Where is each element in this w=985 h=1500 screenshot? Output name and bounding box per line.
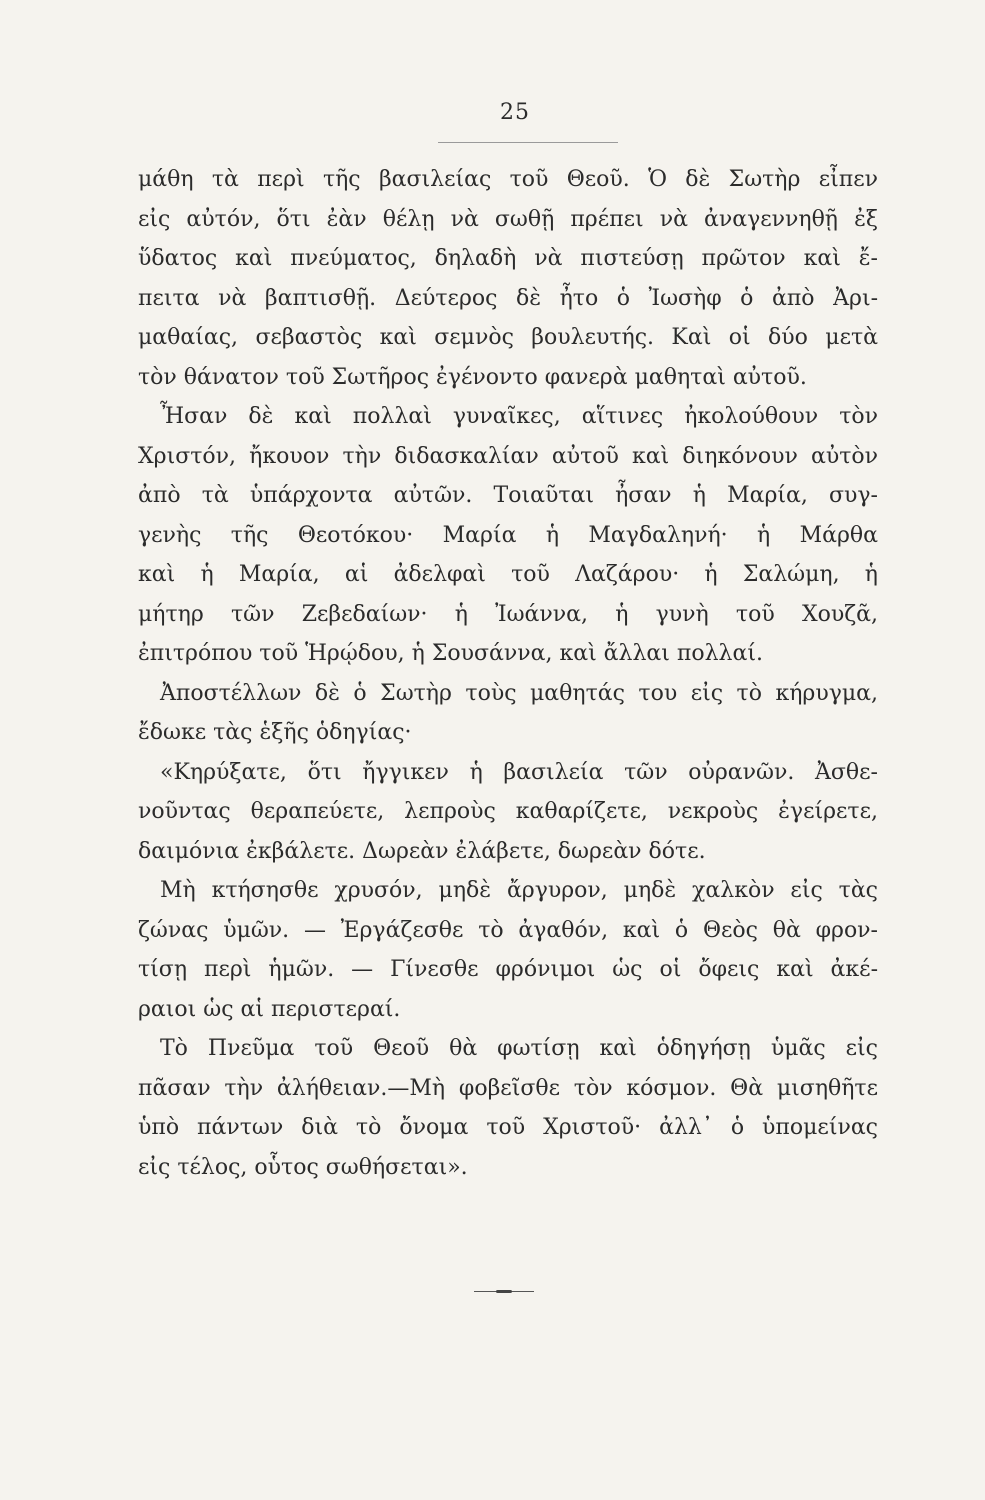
- text-line: δαιμόνια ἐκβάλετε. Δωρεὰν ἐλάβετε, δωρεὰν δότε.: [138, 838, 706, 864]
- body-text: [138, 160, 878, 1187]
- text-line: τὸν θάνατον τοῦ Σωτῆρος ἐγένοντο φανερὰ μαθηταὶ αὐτοῦ.: [138, 364, 807, 390]
- text-line: ἐπιτρόπου τοῦ Ἡρῴδου, ἡ Σουσάννα, καὶ ἄλλαι πολλαί.: [138, 641, 763, 666]
- text-line: μαθαίας, σεβαστὸς καὶ σεμνὸς βουλευτής. Καὶ οἱ δύο μετὰ: [138, 325, 878, 350]
- text-line: ραιοι ὡς αἱ περιστεραί.: [138, 996, 401, 1022]
- text-line: πειτα νὰ βαπτισθῇ. Δεύτερος δὲ ἦτο ὁ Ἰωσὴφ ὁ ἀπὸ Ἀρι-: [138, 285, 878, 311]
- text-line: ὕδατος καὶ πνεύματος, δηλαδὴ νὰ πιστεύσῃ πρῶτον καὶ ἔ-: [138, 246, 878, 271]
- text-line: ἀπὸ τὰ ὑπάρχοντα αὐτῶν. Τοιαῦται ἦσαν ἡ Μαρία, συγ-: [138, 483, 878, 508]
- text-line: Τὸ Πνεῦμα τοῦ Θεοῦ θὰ φωτίσῃ καὶ ὁδηγήσῃ ὑμᾶς εἰς: [160, 1036, 878, 1061]
- text-line: Μὴ κτήσησθε χρυσόν, μηδὲ ἄργυρον, μηδὲ χαλκὸν εἰς τὰς: [160, 878, 878, 903]
- page-number: 25: [500, 100, 530, 125]
- text-line: εἰς αὐτόν, ὅτι ἐὰν θέλῃ νὰ σωθῇ πρέπει νὰ ἀναγεννηθῇ ἐξ: [138, 206, 878, 232]
- text-line: μήτηρ τῶν Ζεβεδαίων· ἡ Ἰωάννα, ἡ γυνὴ τοῦ Χουζᾶ,: [138, 601, 878, 627]
- text-line: τίσῃ περὶ ἡμῶν. — Γίνεσθε φρόνιμοι ὡς οἱ ὄφεις καὶ ἀκέ-: [138, 957, 878, 982]
- end-ornament: [474, 1290, 534, 1294]
- text-line: ἔδωκε τὰς ἑξῆς ὁδηγίας·: [138, 720, 412, 745]
- text-line: καὶ ἡ Μαρία, αἱ ἀδελφαὶ τοῦ Λαζάρου· ἡ Σαλώμη, ἡ: [138, 562, 878, 587]
- text-line: μάθη τὰ περὶ τῆς βασιλείας τοῦ Θεοῦ. Ὁ δὲ Σωτὴρ εἶπεν: [138, 167, 878, 192]
- text-line: Ἀποστέλλων δὲ ὁ Σωτὴρ τοὺς μαθητάς του εἰς τὸ κήρυγμα,: [160, 680, 878, 706]
- text-line: Χριστόν, ἤκουον τὴν διδασκαλίαν αὐτοῦ καὶ διηκόνουν αὐτὸν: [138, 443, 878, 469]
- text-line: νοῦντας θεραπεύετε, λεπροὺς καθαρίζετε, νεκροὺς ἐγείρετε,: [138, 799, 878, 824]
- text-line: γενὴς τῆς Θεοτόκου· Μαρία ἡ Μαγδαληνή· ἡ Μάρθα: [138, 522, 878, 548]
- header-rule: [438, 142, 618, 143]
- text-line: εἰς τέλος, οὗτος σωθήσεται».: [138, 1154, 468, 1180]
- text-line: Ἦσαν δὲ καὶ πολλαὶ γυναῖκες, αἵτινες ἠκολούθουν τὸν: [160, 404, 878, 429]
- text-line: ζώνας ὑμῶν. — Ἐργάζεσθε τὸ ἀγαθόν, καὶ ὁ Θεὸς θὰ φρον-: [138, 917, 878, 943]
- text-line: ὑπὸ πάντων διὰ τὸ ὄνομα τοῦ Χριστοῦ· ἀλλ᾽ ὁ ὑπομείνας: [138, 1115, 878, 1140]
- text-line: πᾶσαν τὴν ἀλήθειαν.—Μὴ φοβεῖσθε τὸν κόσμον. Θὰ μισηθῆτε: [138, 1075, 878, 1101]
- text-line: «Κηρύξατε, ὅτι ἤγγικεν ἡ βασιλεία τῶν οὐρανῶν. Ἀσθε-: [160, 759, 878, 785]
